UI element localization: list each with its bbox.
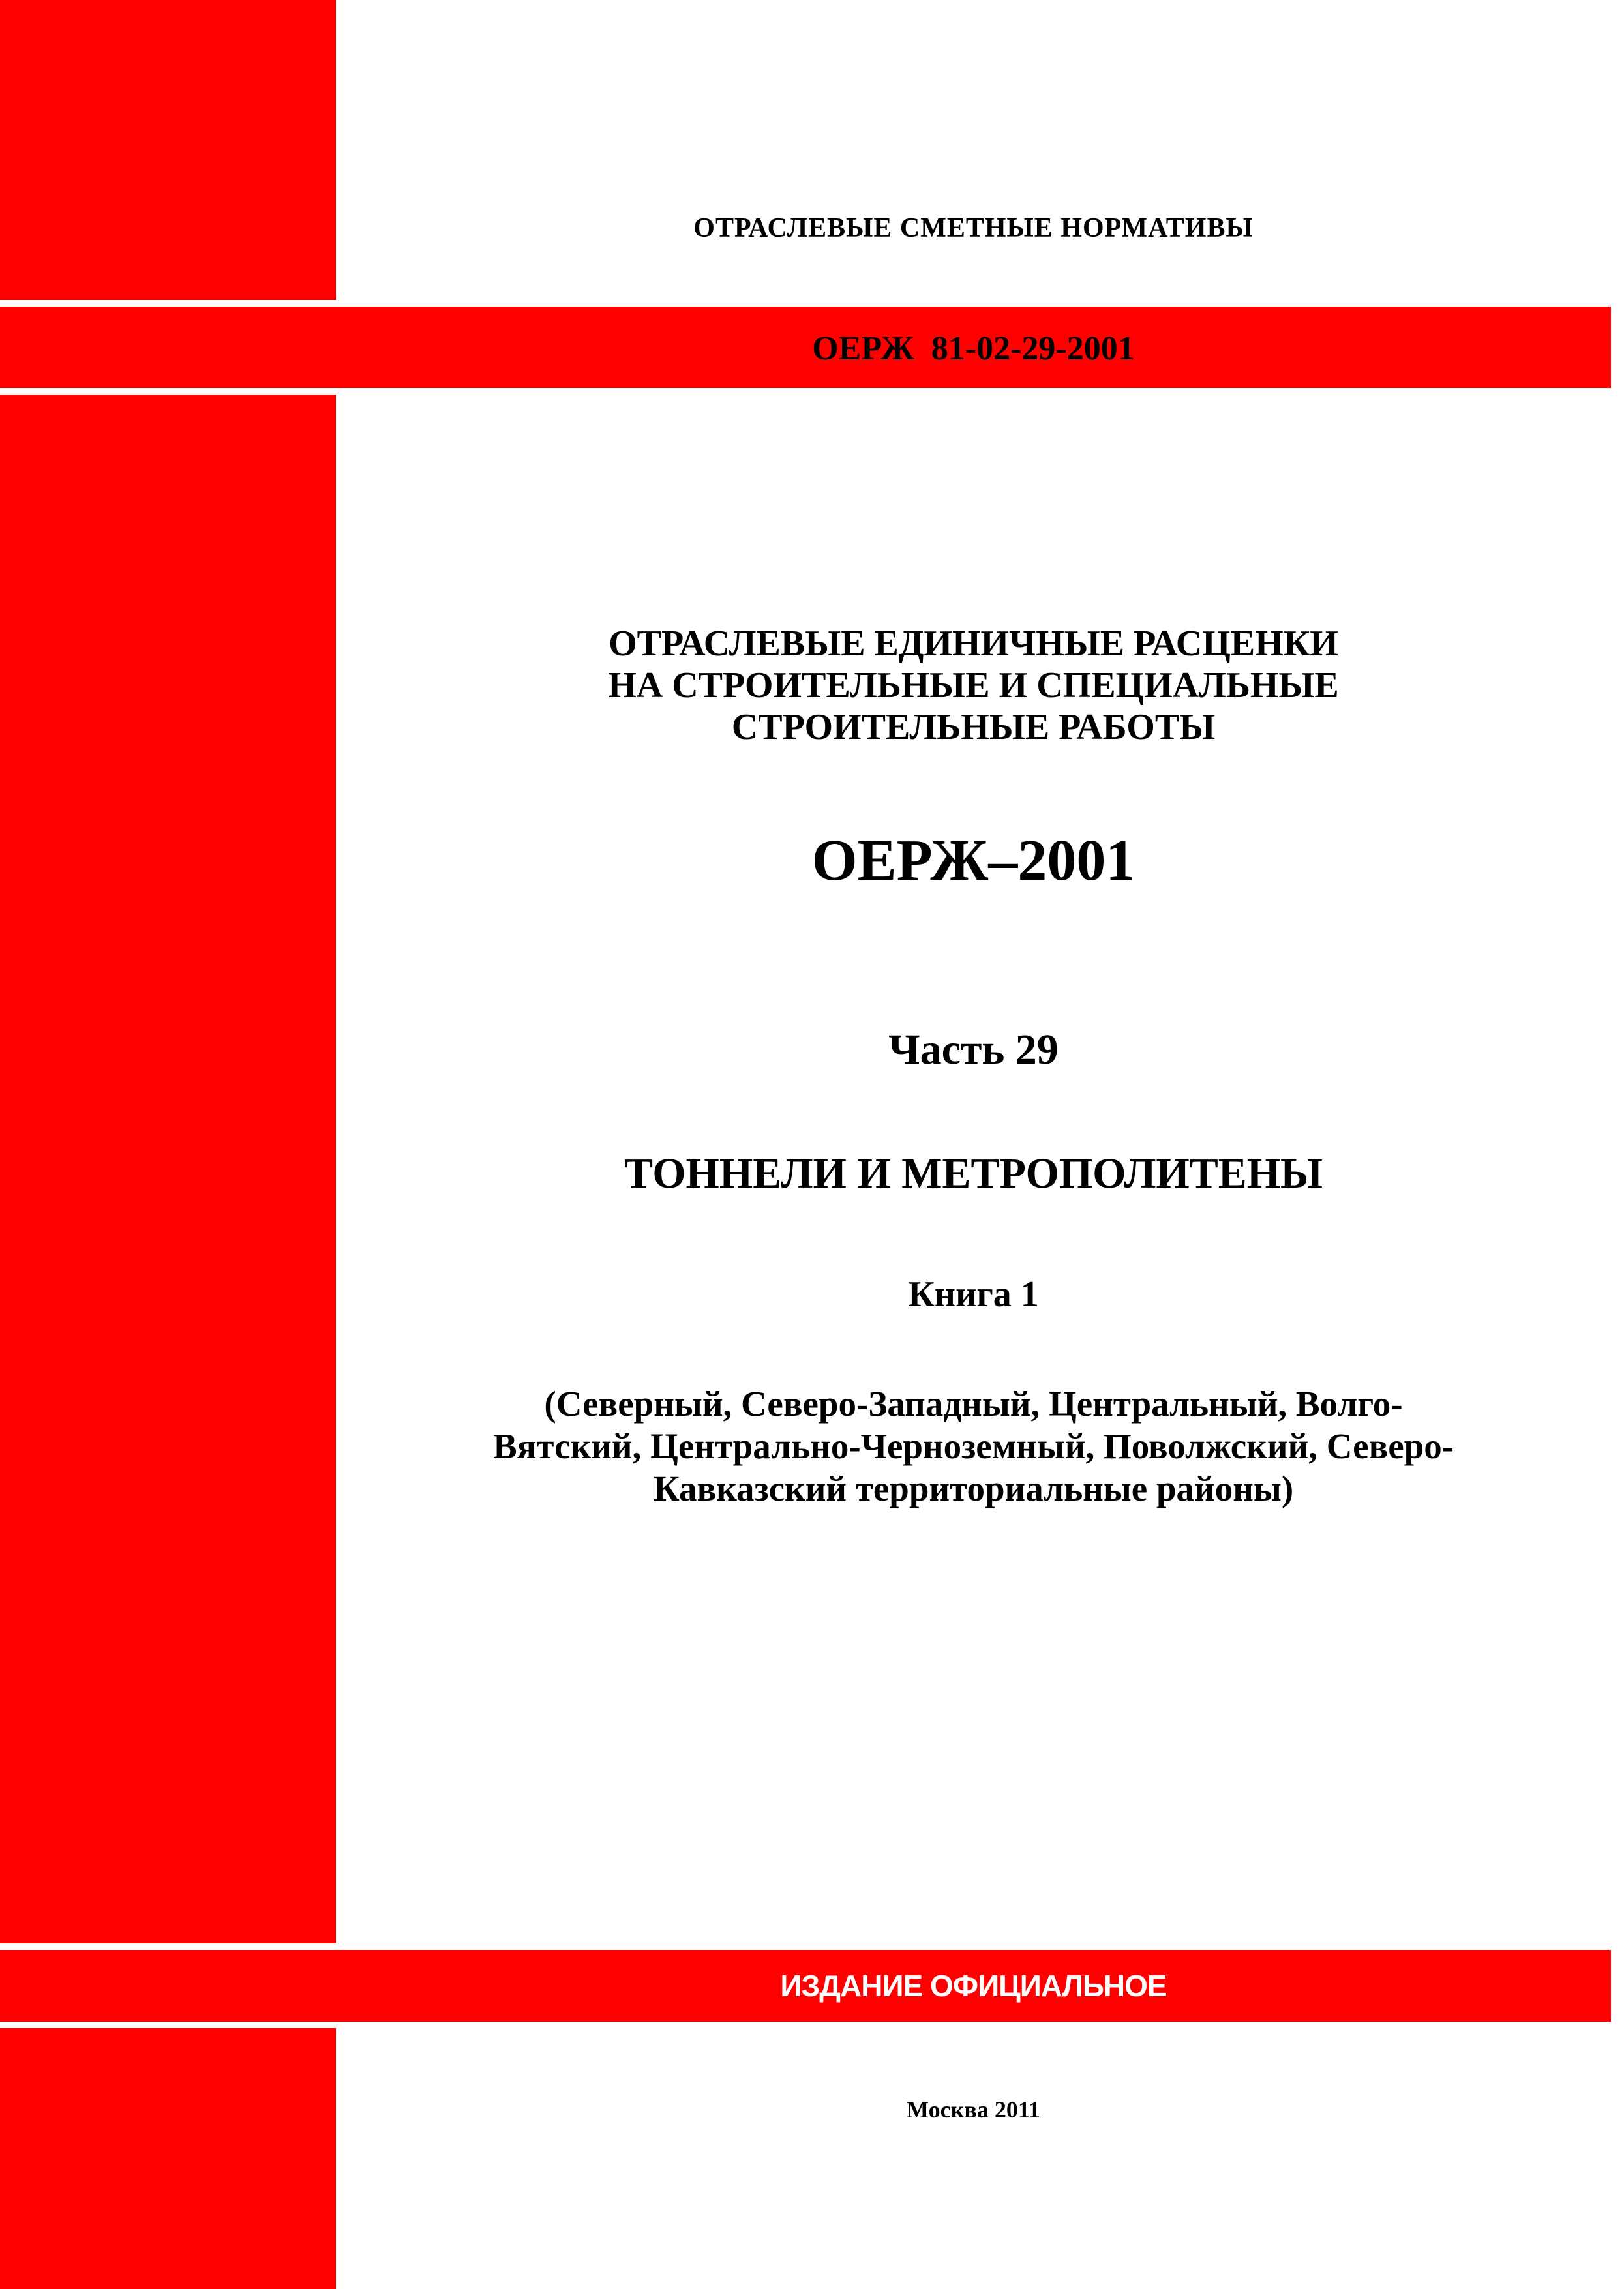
main-title-line: СТРОИТЕЛЬНЫЕ РАБОТЫ bbox=[731, 707, 1216, 747]
left-red-block-top bbox=[0, 0, 336, 300]
regions-line: Кавказский территориальные районы) bbox=[653, 1469, 1294, 1508]
short-code: ОЕРЖ–2001 bbox=[811, 828, 1135, 893]
main-title-line: ОТРАСЛЕВЫЕ ЕДИНИЧНЫЕ РАСЦЕНКИ bbox=[609, 623, 1338, 664]
regions-line: (Северный, Северо-Западный, Центральный, Волго- bbox=[544, 1384, 1403, 1424]
official-edition-label: ИЗДАНИЕ ОФИЦИАЛЬНОЕ bbox=[780, 1969, 1167, 2003]
left-red-block-bottom bbox=[0, 2028, 336, 2289]
main-title bbox=[336, 623, 1611, 748]
regions-list bbox=[336, 1383, 1611, 1510]
series-title: ОТРАСЛЕВЫЕ СМЕТНЫЕ НОРМАТИВЫ bbox=[693, 213, 1254, 243]
section-title: ТОННЕЛИ И МЕТРОПОЛИТЕНЫ bbox=[624, 1150, 1323, 1197]
part-number: Часть 29 bbox=[888, 1026, 1059, 1073]
regions-line: Вятский, Центрально-Черноземный, Поволжский, Северо- bbox=[492, 1426, 1454, 1466]
document-code: ОЕРЖ 81-02-29-2001 bbox=[812, 330, 1135, 367]
left-red-block-middle bbox=[0, 395, 336, 1943]
main-title-line: НА СТРОИТЕЛЬНЫЕ И СПЕЦИАЛЬНЫЕ bbox=[608, 665, 1339, 706]
publication-place-year: Москва 2011 bbox=[907, 2097, 1040, 2123]
book-number: Книга 1 bbox=[908, 1274, 1039, 1315]
